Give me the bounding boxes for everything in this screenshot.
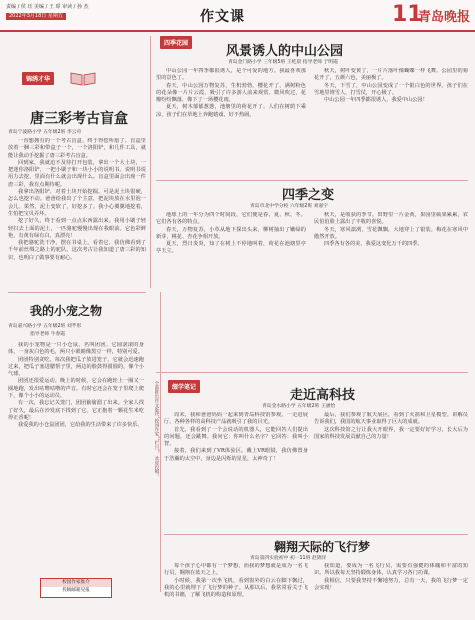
article5-title: 走近高科技 <box>290 388 356 403</box>
paragraph: 四季各有各的美，我爱这变化万千的四季。 <box>324 241 423 248</box>
paragraph: 首先，我看到了一个会说话的机器人，它能回答人们提出的问题，还会跳舞。我问它：你叫什么名字？它回答：我叫小智。 <box>164 426 308 448</box>
paragraph: 最后，我们参观了航天展区，看到了火箭和卫星模型。讲解员告诉我们，我国的航天事业取得了巨大的成就。 <box>314 412 468 426</box>
paragraph: 秋天，树叶变黄了，一片片落叶像蝴蝶一样飞舞。公园里的菊花开了，五颜六色，美丽极了。 <box>314 68 468 82</box>
article2-byline: 青岛嘉兴路小学 五年级2班 刘芊彤 <box>8 324 82 329</box>
paragraph: 夏天，烈日炎炎，知了在树上不停地叫着，荷花在池塘里亭亭玉立。 <box>156 241 306 255</box>
paragraph: 春天，万物复苏，小草从地下探出头来，柳树抽出了嫩绿的新芽，桃花、杏花争相开放。 <box>156 226 306 240</box>
article2-body <box>8 342 144 572</box>
paragraph: 接着，我们来到了VR体验区。戴上VR眼镜，我仿佛置身于浩瀚的太空中，身边是闪烁的星星，太神奇了！ <box>164 448 308 462</box>
article2-teacher: 指导老师 牛春霞 <box>30 332 66 337</box>
badge-talent: 锦绣才华 <box>22 72 54 85</box>
article3-byline: 青岛金门路小学 三年级5班 王屹晨 指导老师 于明霞 <box>228 60 338 65</box>
article1-title: 唐三彩考古盲盒 <box>30 111 128 127</box>
article5-body-left <box>164 412 308 532</box>
paragraph: 夏天，树木郁郁葱葱，池塘里的荷花开了。人们在树荫下乘凉，孩子们在草地上奔跑嬉戏，好不热闹。 <box>156 104 306 118</box>
article3-title: 风景诱人的中山公园 <box>226 44 344 59</box>
article3-body-left <box>156 68 306 176</box>
article6-body-right <box>314 563 468 617</box>
paragraph: 冬天，寒风凛冽，雪花飘飘，大地穿上了银装。梅花在寒风中傲然开放。 <box>314 226 468 240</box>
header-meta <box>6 4 89 20</box>
header-date: 2022年3月18日 星期五 <box>6 13 66 20</box>
header-editors: 责编 / 侯 珏 美编 / 王 璟 审读 / 孙 杰 <box>6 4 89 10</box>
article4-byline: 青岛市北中学分校 六年级2班 刘嘉宇 <box>250 204 329 209</box>
article4-body-left <box>156 212 306 368</box>
paragraph: 我知道，要成为一名飞行员，需要有强健的体魄和丰富的知识。所以我每天坚持锻炼身体，认真学习各门功课。 <box>314 563 468 577</box>
article5-byline: 青岛金水路小学 五年级2班 王涵怡 <box>262 404 336 409</box>
paragraph: 秋天，是收获的季节。田野里一片金黄，果园里硕果累累，农民伯伯脸上露出了丰收的喜悦。 <box>314 212 468 226</box>
paragraph: 我的小宠物是一只小仓鼠，名叫团团。它圆滚滚的身体，一身灰白色的毛，两只小眼睛像黑豆一样，特别可爱。 <box>8 342 144 356</box>
paragraph: 我相信，只要我坚持不懈地努力，总有一天，我的飞行梦一定会实现！ <box>314 577 468 591</box>
paragraph: 地球上的一年分为四个时间段，它们便是春、夏、秋、冬。它们各有各的特点。 <box>156 212 306 226</box>
divider <box>156 372 468 373</box>
paragraph: 这次科技馆之行让我大开眼界，我一定要好好学习，长大后为国家的科技发展贡献自己的力量！ <box>314 426 468 440</box>
article6-byline: 青岛第四实验初中 初一11班 赵锦洋 <box>250 556 327 561</box>
divider <box>150 36 151 288</box>
paragraph: 我爱我的小仓鼠团团，它给我的生活带来了许多快乐。 <box>18 422 143 429</box>
paragraph: 有一次，我忘记关笼门，团团偷偷溜了出来。全家人找了好久，最后在沙发底下找到了它。它正抱着一颗花生米吃得正香呢！ <box>8 400 144 421</box>
divider <box>8 292 146 293</box>
teacher-box <box>40 578 112 598</box>
teacher-box-line: 投稿邮箱见报 <box>62 588 90 593</box>
article6-title: 翱翔天际的飞行梦 <box>274 540 371 554</box>
divider <box>164 534 468 535</box>
brand-logo: 青岛晚报 <box>418 10 471 25</box>
article5-body-right <box>314 412 468 532</box>
paragraph: 每个孩子心中都有一个梦想，而我的梦想就是成为一名飞行员，翱翔在蓝天之上。 <box>164 563 308 577</box>
paragraph: 我拿出洛阳铲，对着土块开始挖掘。可是泥土块很硬，怎么也挖不动。爸爸给我出了个主意，把泥块放在水里泡一会儿。果然，泥土变软了，好挖多了。我小心翼翼地挖着，生怕把宝贝弄坏。 <box>8 189 146 217</box>
teacher-box-title: 校园作家推介 <box>41 579 111 587</box>
article4-body-right <box>314 212 468 368</box>
paragraph: 冬天，下雪了，中山公园变成了一个银白色的世界。孩子们在雪地里堆雪人、打雪仗，开心极了。 <box>314 82 468 96</box>
section-title: 作文课 <box>200 9 245 25</box>
article4-title: 四季之变 <box>282 188 335 203</box>
badge-garden: 四季花园 <box>160 36 192 49</box>
paragraph: 周末，我和爸爸妈妈一起来到青岛科技馆参观。一走进展厅，各种各样的高科技产品就吸引了我的目光。 <box>164 412 308 426</box>
divider <box>156 180 468 181</box>
paragraph: 团团特别贪吃。每次我把瓜子放进笼子，它就会迅速跑过来，把瓜子塞进腮帮子里，两边的脸鼓得圆圆的，像个小气球。 <box>8 356 144 378</box>
article3-body-right <box>314 68 468 176</box>
paragraph: 中山公园一年四季都很诱人，我爱中山公园！ <box>324 97 428 104</box>
paragraph: 春天，中山公园万物复苏，生机勃勃。樱花开了，满树粉色的花朵像一片片云霞，吸引了许多游人前来观赏。微风吹过，花瓣纷纷飘落，像下了一场樱花雨。 <box>156 82 306 104</box>
paragraph: 中山公园一年四季都很诱人，是个可爱的地方。我最喜欢那里的景色了。 <box>156 68 306 82</box>
paragraph: 我把骆驼洗干净，摆在书桌上。看着它，我仿佛看到了千年前丝绸之路上的驼队。这次考古让我知道了唐三彩的知识，也明白了做事要有耐心。 <box>8 240 146 261</box>
paragraph: 挖了好久，终于看到一点点东西露出来。我用小刷子轻轻扫去上面的泥土，一匹骆驼慢慢出现在我眼前。它色彩鲜艳，有黄有绿有白，真漂亮！ <box>8 218 146 239</box>
article1-byline: 青岛宁波路小学 五年级2班 李云舟 <box>8 130 82 135</box>
paragraph: 小时候，我第一次坐飞机，看到窗外的白云在脚下飘过，我的心里就埋下了飞行梦的种子。从那以后，我常常看关于飞机的书籍，了解飞机的构造和原理。 <box>164 577 308 599</box>
article6-body-left <box>164 563 308 617</box>
article2-title: 我的小宠之物 <box>30 304 103 318</box>
sidebar-notice: 全新推出作文版块“校园作家”“栏目”，欢迎投稿！ <box>154 381 159 479</box>
badge-study: 缀学笔记 <box>168 380 200 393</box>
article1-body <box>8 138 146 288</box>
paragraph: 团团还很爱运动。晚上的时候，它会在跑轮上一圈又一圈地跑，发出咕噜咕噜的声音。有时它还会在笼子里爬上爬下，像个小小的运动员。 <box>8 378 144 400</box>
page-header <box>0 0 475 32</box>
book-icon <box>70 70 96 86</box>
paragraph: 一直想拥有的一个考古盲盒，终于得偿所愿了。盲盒里放着一捆三彩和带盒子一个，一个洛阳铲，和几件工具，就能让我动手挖掘了唐三彩考古盲盒。 <box>8 138 146 159</box>
paragraph: 回到家，我就迫不及待打开包装，拿出一个大土块，一把迷你洛阳铲，一把小刷子和一块小小的说明书。说明书说用力去挖，里面有什么就会出现什么。盲盒里面会出现一件唐三彩，我有点期待呢。 <box>8 159 146 188</box>
page-number: 11 <box>392 2 423 27</box>
